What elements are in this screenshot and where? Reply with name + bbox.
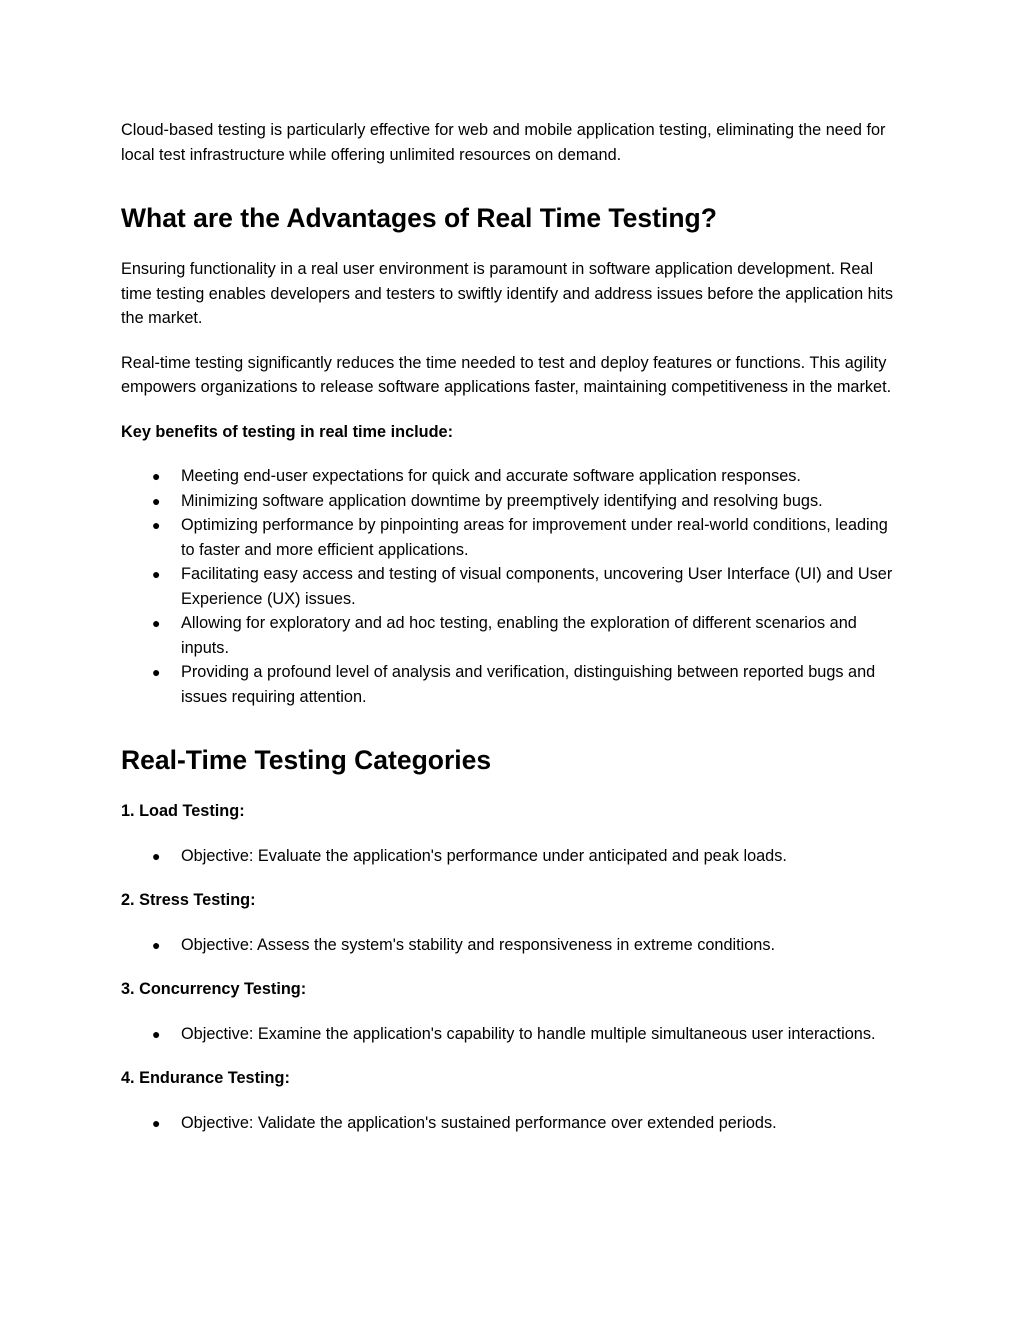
list-item: ● Optimizing performance by pinpointing areas for improvement under real-world conditions, leading to faster and more efficient applications. [121, 513, 901, 562]
category-title-concurrency: 3. Concurrency Testing: [121, 980, 307, 998]
category-list-concurrency [121, 1022, 901, 1047]
advantages-paragraph-1: Ensuring functionality in a real user environment is paramount in software application development. Real time testing enables developers and testers to swiftly identify and address issues before the application hits the market. [121, 260, 893, 327]
category-list-load [121, 844, 901, 869]
list-item: ● Minimizing software application downtime by preemptively identifying and resolving bugs. [121, 489, 901, 514]
bullet-icon: ● [152, 936, 161, 953]
bullet-icon: ● [152, 615, 161, 631]
list-item: ● Providing a profound level of analysis and verification, distinguishing between reported bugs and issues requiring attention. [121, 660, 901, 709]
list-item: ● Meeting end-user expectations for quick and accurate software application responses. [121, 464, 901, 489]
list-item: ● Objective: Validate the application's sustained performance over extended periods. [121, 1111, 901, 1136]
categories-heading: Real-Time Testing Categories [121, 745, 492, 775]
benefits-label: Key benefits of testing in real time include: [121, 422, 454, 441]
bullet-icon: ● [152, 517, 161, 533]
bullet-icon: ● [152, 468, 161, 484]
bullet-icon: ● [152, 1025, 161, 1042]
bullet-icon: ● [152, 1114, 161, 1131]
bullet-icon: ● [152, 664, 161, 680]
document-page [121, 118, 901, 1135]
advantages-paragraph-2: Real-time testing significantly reduces the time needed to test and deploy features or functions. This agility empowers organizations to release software applications faster, maintaining competitiveness in the market. [121, 353, 892, 396]
category-list-stress [121, 933, 901, 958]
advantages-heading: What are the Advantages of Real Time Testing? [121, 203, 717, 233]
bullet-icon: ● [152, 847, 161, 864]
category-list-endurance [121, 1111, 901, 1136]
bullet-icon: ● [152, 492, 161, 509]
list-item: ● Allowing for exploratory and ad hoc testing, enabling the exploration of different scenarios and inputs. [121, 611, 901, 660]
category-title-load: 1. Load Testing: [121, 802, 245, 820]
list-item: ● Objective: Evaluate the application's performance under anticipated and peak loads. [121, 844, 901, 869]
list-item: ● Objective: Assess the system's stability and responsiveness in extreme conditions. [121, 933, 901, 958]
list-item: ● Facilitating easy access and testing of visual components, uncovering User Interface (UI) and User Experience (UX) issues. [121, 562, 901, 611]
list-item: ● Objective: Examine the application's capability to handle multiple simultaneous user interactions. [121, 1022, 901, 1047]
category-title-stress: 2. Stress Testing: [121, 891, 256, 909]
intro-paragraph: Cloud-based testing is particularly effective for web and mobile application testing, eliminating the need for local test infrastructure while offering unlimited resources on demand. [121, 121, 886, 164]
category-title-endurance: 4. Endurance Testing: [121, 1069, 290, 1087]
benefits-list [121, 464, 901, 709]
bullet-icon: ● [152, 566, 161, 582]
